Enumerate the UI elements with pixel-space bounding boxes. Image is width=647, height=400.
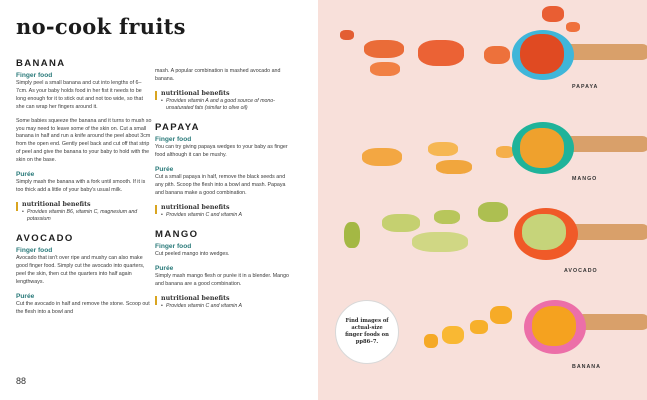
avocado-heading: AVOCADO xyxy=(16,233,74,245)
papaya-heading: PAPAYA xyxy=(155,122,200,134)
papaya-puree xyxy=(520,34,564,74)
papaya-smear xyxy=(566,22,580,32)
fruit-photo xyxy=(318,0,647,400)
papaya-finger-food-text: You can try giving papaya wedges to your baby as finger food although it can be mushy. xyxy=(155,144,288,159)
avocado-puree-label: Purée xyxy=(16,292,35,300)
avocado-finger-food-label: Finger food xyxy=(16,247,53,255)
papaya-smear xyxy=(418,40,464,66)
avocado-smear xyxy=(412,232,468,252)
avocado-nutrition-title: nutritional benefits xyxy=(161,89,230,97)
text-column-2 xyxy=(155,68,291,320)
mango-pieces xyxy=(424,334,438,348)
mango-pieces xyxy=(442,326,464,344)
avocado-smear xyxy=(382,214,420,232)
papaya-nutrition-item: • Provides vitamin C and vitamin A xyxy=(161,212,291,219)
papaya-smear xyxy=(364,40,404,58)
mango-nutrition-box xyxy=(155,295,291,310)
papaya-nutrition-box xyxy=(155,204,291,219)
banana-nutrition-box xyxy=(16,201,152,223)
mango-puree-text: Simply mash mango flesh or purée it in a blender. Mango and banana are a good combination. xyxy=(155,272,289,287)
mango-heading: MANGO xyxy=(155,228,199,240)
papaya-finger-food-label: Finger food xyxy=(155,136,192,144)
mango-puree-label: Purée xyxy=(155,264,174,272)
banana-nutrition-title: nutritional benefits xyxy=(22,200,91,208)
left-page xyxy=(0,0,318,400)
banana-heading: BANANA xyxy=(16,58,66,69)
papaya-puree-label: Purée xyxy=(155,166,174,174)
page-number: 88 xyxy=(16,376,27,386)
text-column-1 xyxy=(16,58,152,323)
mango-spoon-handle xyxy=(564,136,647,152)
papaya-nutrition-title: nutritional benefits xyxy=(161,203,230,211)
avocado-spoon-handle xyxy=(566,224,647,240)
banana-nutrition-item: • Provides vitamin B6, vitamin C, magnesium and potassium xyxy=(22,209,152,223)
avocado-smear xyxy=(344,222,360,248)
avocado-puree-text: Cut the avocado in half and remove the stone. Scoop out the flesh into a bowl and xyxy=(16,300,150,315)
mango-puree xyxy=(520,128,564,168)
papaya-label: PAPAYA xyxy=(572,84,599,90)
banana-puree-text: Simply mash the banana with a fork until smooth. If it is too thick add a little of your baby's usual milk. xyxy=(16,179,146,193)
banana-spoon-handle xyxy=(576,314,647,330)
avocado-smear xyxy=(434,210,460,224)
banana-mango-puree xyxy=(532,306,576,346)
papaya-smear xyxy=(370,62,400,76)
mango-label: MANGO xyxy=(572,176,598,182)
avocado-finger-food-text: Avocado that isn't over ripe and mushy can also make good finger food. Simply cut the avocado into quarters, peel the skin, then cut the quarters into half again lengthways. xyxy=(16,255,145,285)
avocado-puree-continued: mash. A popular combination is mashed avocado and banana. xyxy=(155,68,281,82)
mango-nutrition-title: nutritional benefits xyxy=(161,294,230,302)
papaya-smear xyxy=(340,30,354,40)
mango-nutrition-item: • Provides vitamin C and vitamin A xyxy=(161,303,291,310)
papaya-puree-text: Cut a small papaya in half, remove the black seeds and any pith. Scoop the flesh into a bowl and mash. Papaya and banana make a good combination. xyxy=(155,174,286,196)
mango-finger-food-text: Cut peeled mango into wedges. xyxy=(155,250,230,257)
cross-reference-text: Find images of actual-size finger foods on pp86–7. xyxy=(345,318,389,345)
cross-reference-circle xyxy=(335,300,399,364)
banana-finger-food-label: Finger food xyxy=(16,72,53,79)
mango-finger-food-label: Finger food xyxy=(155,242,192,250)
banana-finger-food-text: Simply peel a small banana and cut into lengths of 6–7cm. As your baby holds food in her fist it needs to be long enough for it to stick out and not too wide, so that she can wrap her fingers around it. xyxy=(16,80,143,110)
page-title: no-cook fruits xyxy=(16,14,186,39)
avocado-smear xyxy=(478,202,508,222)
avocado-label: AVOCADO xyxy=(564,268,598,274)
avocado-pieces xyxy=(522,214,566,250)
avocado-nutrition-item: • Provides vitamin A and a good source of mono-unsaturated fats (similar to olive oil) xyxy=(161,98,291,112)
banana-puree-label: Purée xyxy=(16,171,35,179)
papaya-smear xyxy=(484,46,510,64)
mango-smear xyxy=(362,148,402,166)
mango-pieces xyxy=(470,320,488,334)
mango-smear xyxy=(428,142,458,156)
avocado-nutrition-box xyxy=(155,90,291,112)
mango-smear xyxy=(436,160,472,174)
papaya-smear xyxy=(542,6,564,22)
mango-pieces xyxy=(490,306,512,324)
banana-label: BANANA xyxy=(572,364,601,370)
banana-finger-food-text-2: Some babies squeeze the banana and it turns to mush so you may need to leave some of the skin on. Cut a small banana in half and run a knife around the peel about 3cm from the open end. Gently peel back and cut off that strip of peel and give the banana to your baby to hold with the skin on the base. xyxy=(16,117,152,164)
